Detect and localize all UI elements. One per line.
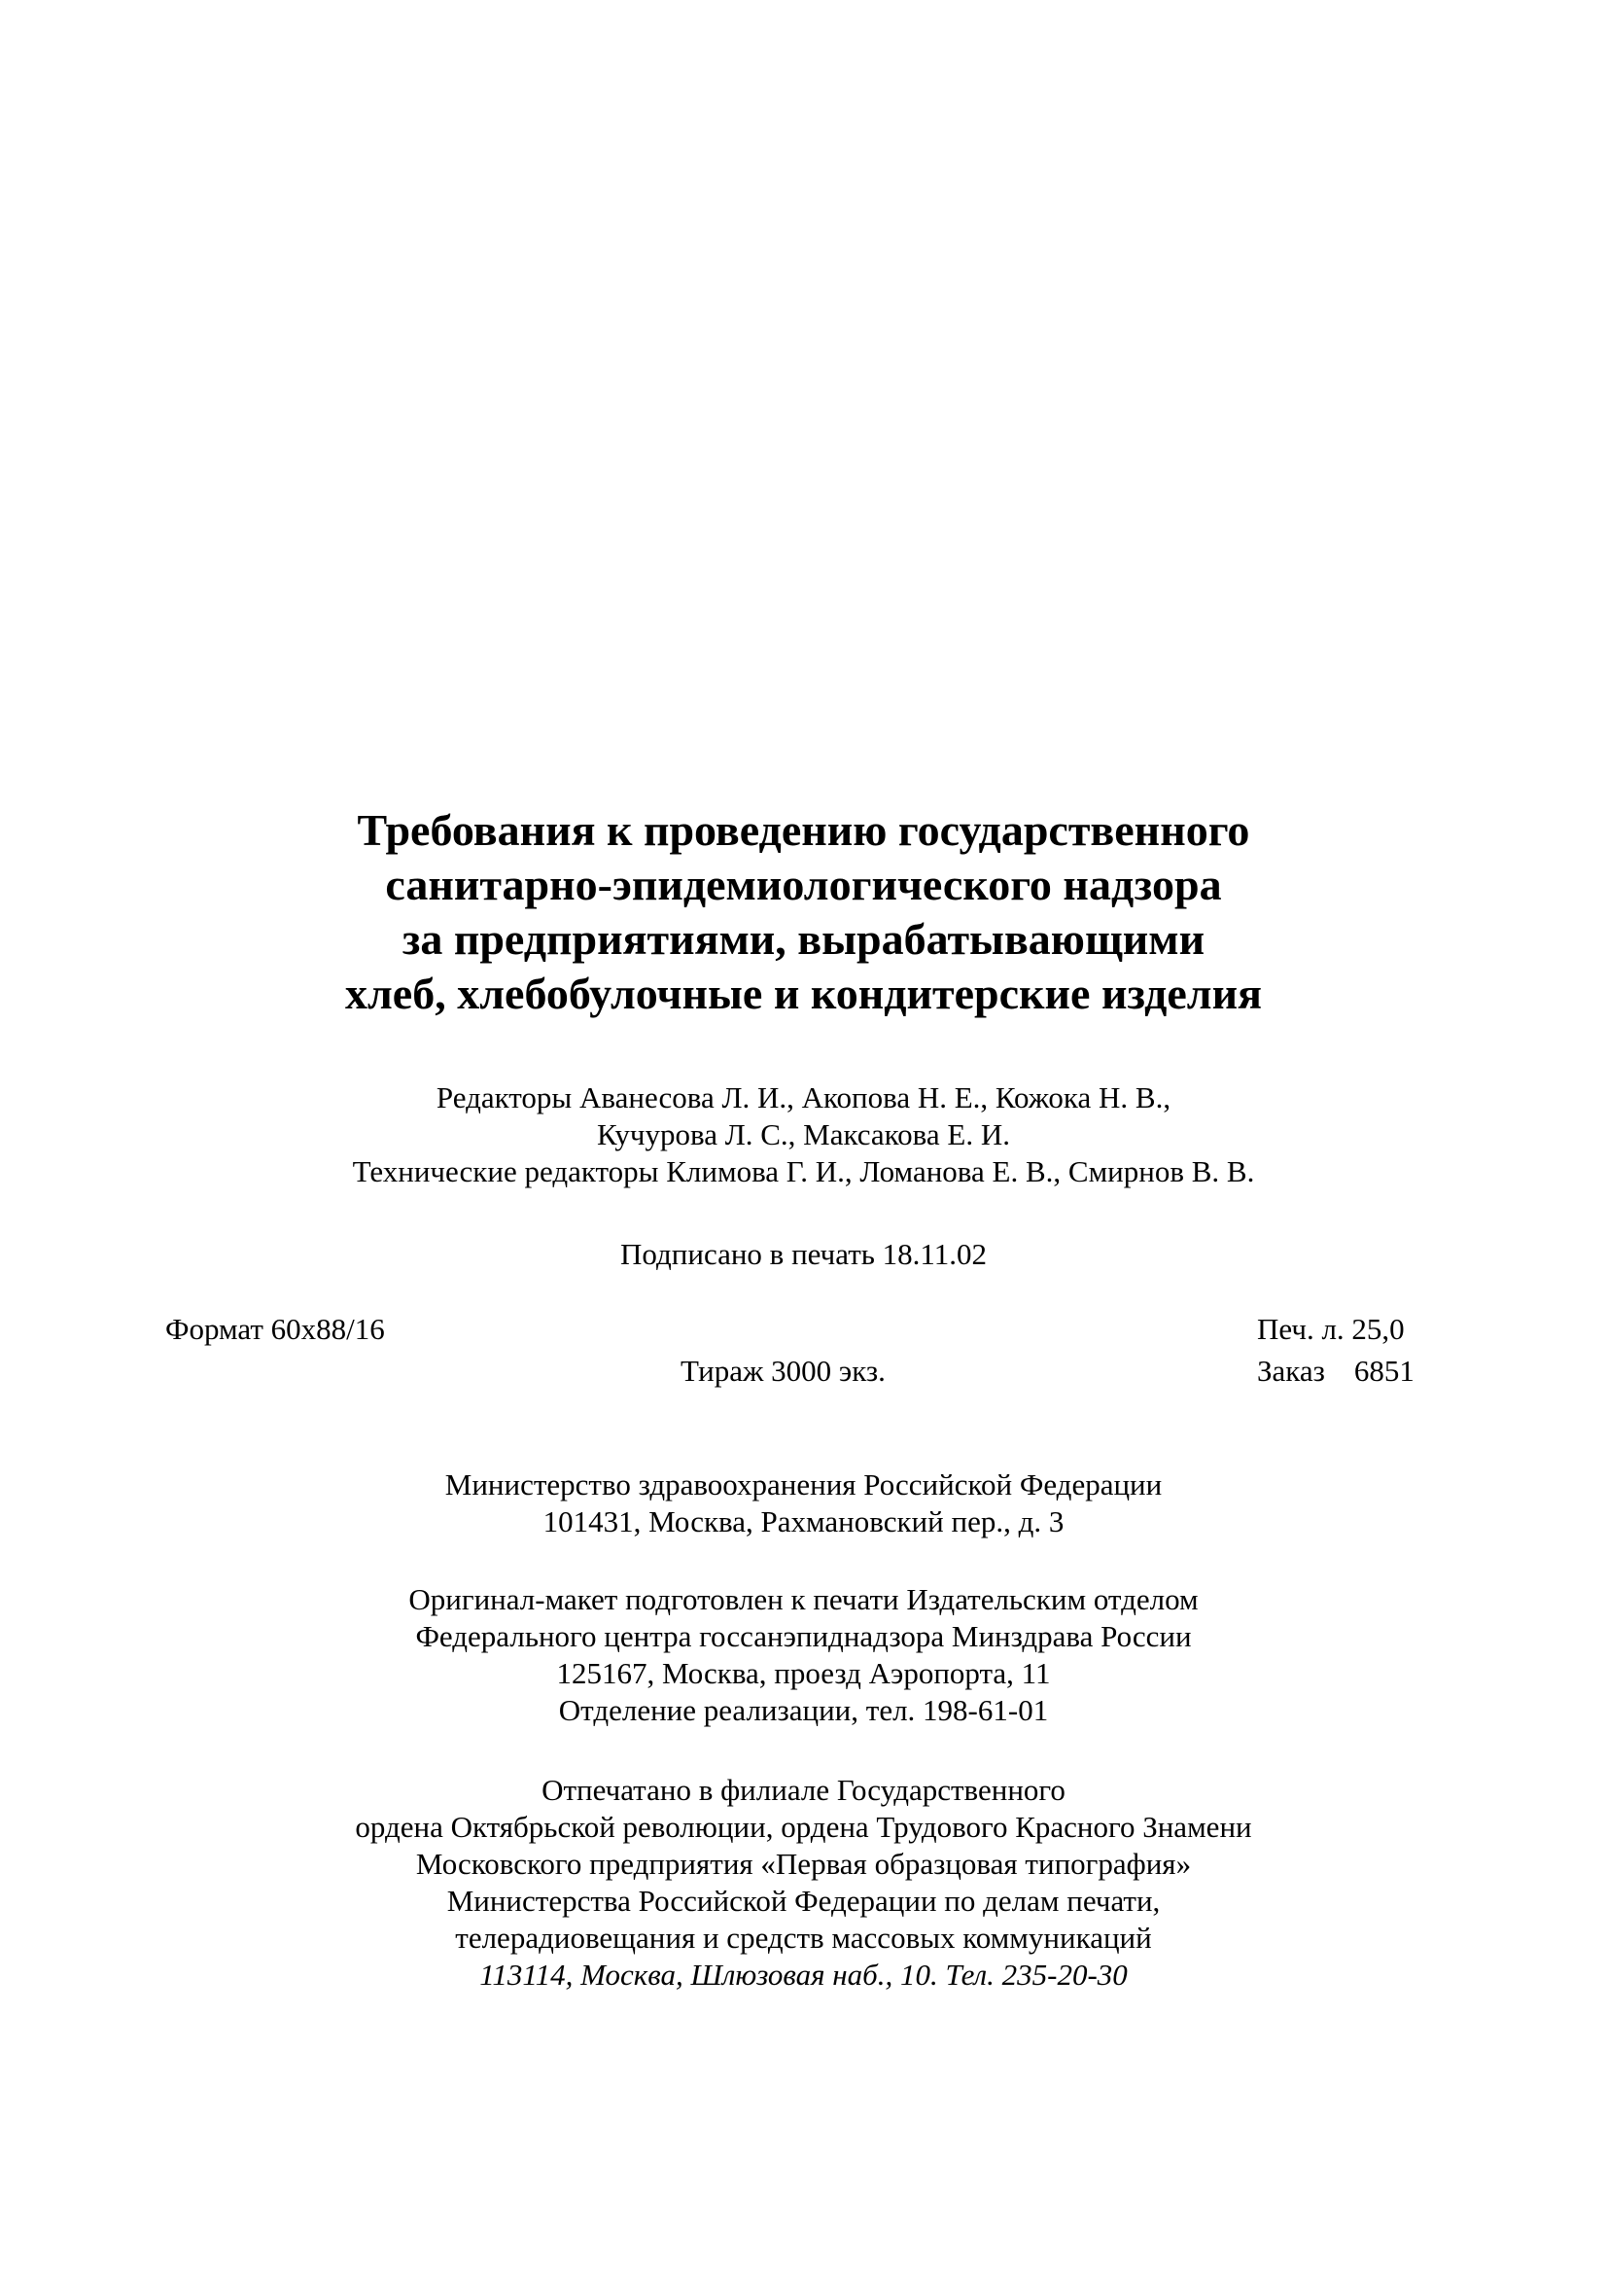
printed-address: 113114, Москва, Шлюзовая наб., 10. Тел. 235-20-30 [479,1958,1128,1992]
order-label: Заказ [1257,1354,1325,1388]
ministry-line-1: Министерство здравоохранения Российской Федерации [444,1467,1163,1501]
printed-sheets-info: Печ. л. 25,0 [1257,1312,1405,1346]
printing-house-block [0,1772,1607,1994]
order-info [1257,1353,1415,1390]
printed-line-3: Московского предприятия «Первая образцовая типография» [415,1847,1192,1881]
format-info: Формат 60x88/16 [165,1312,385,1346]
printed-line-4: Министерства Российской Федерации по делам печати, [446,1884,1161,1918]
title-line-1: Требования к проведению государственного [357,805,1250,855]
title-line-4: хлеб, хлебобулочные и кондитерские изделия [345,969,1262,1018]
print-run-info: Тираж 3000 экз. [681,1354,886,1388]
layout-line-2: Федерального центра госсанэпиднадзора Минздрава России [415,1619,1192,1653]
layout-line-4: Отделение реализации, тел. 198-61-01 [558,1693,1049,1727]
order-number: 6851 [1353,1354,1415,1388]
editors-line-1: Редакторы Аванесова Л. И., Акопова Н. Е., Кожока Н. В., [436,1080,1171,1114]
layout-prepared-block [0,1581,1607,1729]
ministry-block [0,1466,1607,1540]
signed-line: Подписано в печать 18.11.02 [620,1237,987,1271]
title-line-2: санитарно-эпидемиологического надзора [385,860,1222,909]
document-title [0,803,1607,1021]
editors-line-2: Кучурова Л. С., Максакова Е. И. [597,1117,1010,1151]
editors-block [0,1079,1607,1190]
layout-line-1: Оригинал-макет подготовлен к печати Издательским отделом [408,1582,1199,1616]
printed-line-1: Отпечатано в филиале Государственного [541,1773,1066,1807]
editors-line-3: Технические редакторы Климова Г. И., Ломанова Е. В., Смирнов В. В. [352,1154,1255,1188]
title-line-3: за предприятиями, вырабатывающими [402,914,1205,964]
printed-line-5: телерадиовещания и средств массовых коммуникаций [455,1921,1152,1955]
layout-line-3: 125167, Москва, проезд Аэропорта, 11 [556,1656,1051,1690]
printed-line-2: ордена Октябрьской революции, ордена Трудового Красного Знамени [355,1810,1252,1844]
ministry-line-2: 101431, Москва, Рахмановский пер., д. 3 [542,1504,1065,1538]
signed-to-print [0,1236,1607,1273]
